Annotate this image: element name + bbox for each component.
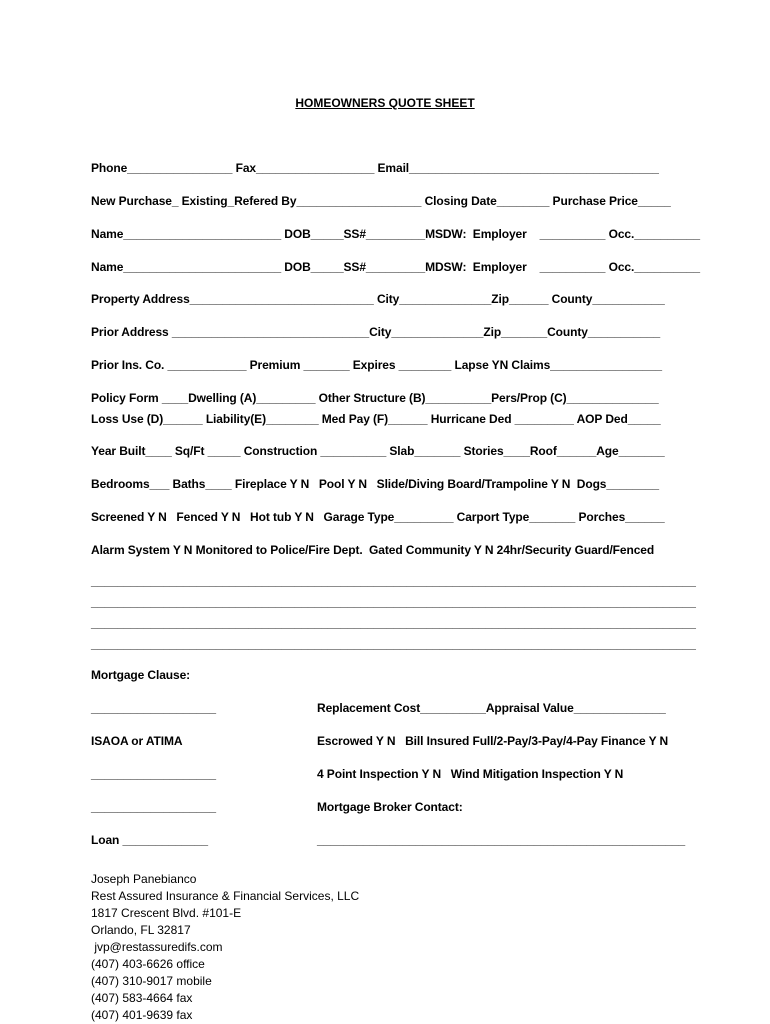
mortgage-blank-1: ___________________ [91,701,216,715]
year-built-line: Year Built____ Sq/Ft _____ Construction __________ Slab_______ Stories____Roof______Age_______ [91,444,665,458]
prior-address-line: Prior Address ______________________________City______________Zip_______County___________ [91,325,661,339]
contact-fax-2: (407) 401-9639 fax [91,1008,193,1022]
contact-city: Orlando, FL 32817 [91,923,191,937]
name-line-1: Name________________________ DOB_____SS#_________MSDW: Employer __________ Occ.__________ [91,227,700,241]
policy-form-line: Policy Form ____Dwelling (A)_________ Other Structure (B)__________Pers/Prop (C)______________ [91,391,659,405]
screened-line: Screened Y N Fenced Y N Hot tub Y N Garage Type_________ Carport Type_______ Porches______ [91,510,665,524]
inspection-line: 4 Point Inspection Y N Wind Mitigation Inspection Y N [317,767,624,781]
contact-email: jvp@restassuredifs.com [91,940,223,954]
contact-street: 1817 Crescent Blvd. #101-E [91,906,242,920]
contact-name: Joseph Panebianco [91,872,197,886]
escrowed-line: Escrowed Y N Bill Insured Full/2-Pay/3-Pay/4-Pay Finance Y N [317,734,669,748]
alarm-line: Alarm System Y N Monitored to Police/Fire Dept. Gated Community Y N 24hr/Security Guard/Fenced [91,543,655,557]
mortgage-blank-3: ___________________ [91,800,216,814]
purchase-line: New Purchase_ Existing_Refered By___________________ Closing Date________ Purchase Price_____ [91,194,671,208]
mortgage-clause-label: Mortgage Clause: [91,668,191,682]
contact-company: Rest Assured Insurance & Financial Services, LLC [91,889,360,903]
name-line-2: Name________________________ DOB_____SS#_________MDSW: Employer __________ Occ.__________ [91,260,700,274]
bedrooms-line: Bedrooms___ Baths____ Fireplace Y N Pool Y N Slide/Diving Board/Trampoline Y N Dogs________ [91,477,659,491]
contact-fax-1: (407) 583-4664 fax [91,991,193,1005]
contact-block [91,871,359,1024]
blank-line-2: ____________________________________________________________________________________________ [91,595,696,609]
page-title: HOMEOWNERS QUOTE SHEET [295,96,475,110]
blank-line-3: ____________________________________________________________________________________________ [91,616,696,630]
contact-mobile-phone: (407) 310-9017 mobile [91,974,212,988]
mortgage-broker-label: Mortgage Broker Contact: [317,800,463,814]
phone-fax-email-line: Phone________________ Fax__________________ Email______________________________________ [91,161,659,175]
prior-insurance-line: Prior Ins. Co. ____________ Premium _______ Expires ________ Lapse YN Claims_________________ [91,358,662,372]
replacement-cost-line: Replacement Cost__________Appraisal Value______________ [317,701,666,715]
mortgage-blank-2: ___________________ [91,767,216,781]
loss-use-line: Loss Use (D)______ Liability(E)________ Med Pay (F)______ Hurricane Ded _________ AOP Ded_____ [91,412,661,426]
blank-line-1: ____________________________________________________________________________________________ [91,574,696,588]
property-address-line: Property Address____________________________ City______________Zip______ County___________ [91,292,665,306]
isaoa-label: ISAOA or ATIMA [91,734,183,748]
mortgage-broker-blank: ________________________________________________________ [317,833,686,847]
blank-line-4: ____________________________________________________________________________________________ [91,637,696,651]
loan-line: Loan _____________ [91,833,208,847]
contact-office-phone: (407) 403-6626 office [91,957,205,971]
